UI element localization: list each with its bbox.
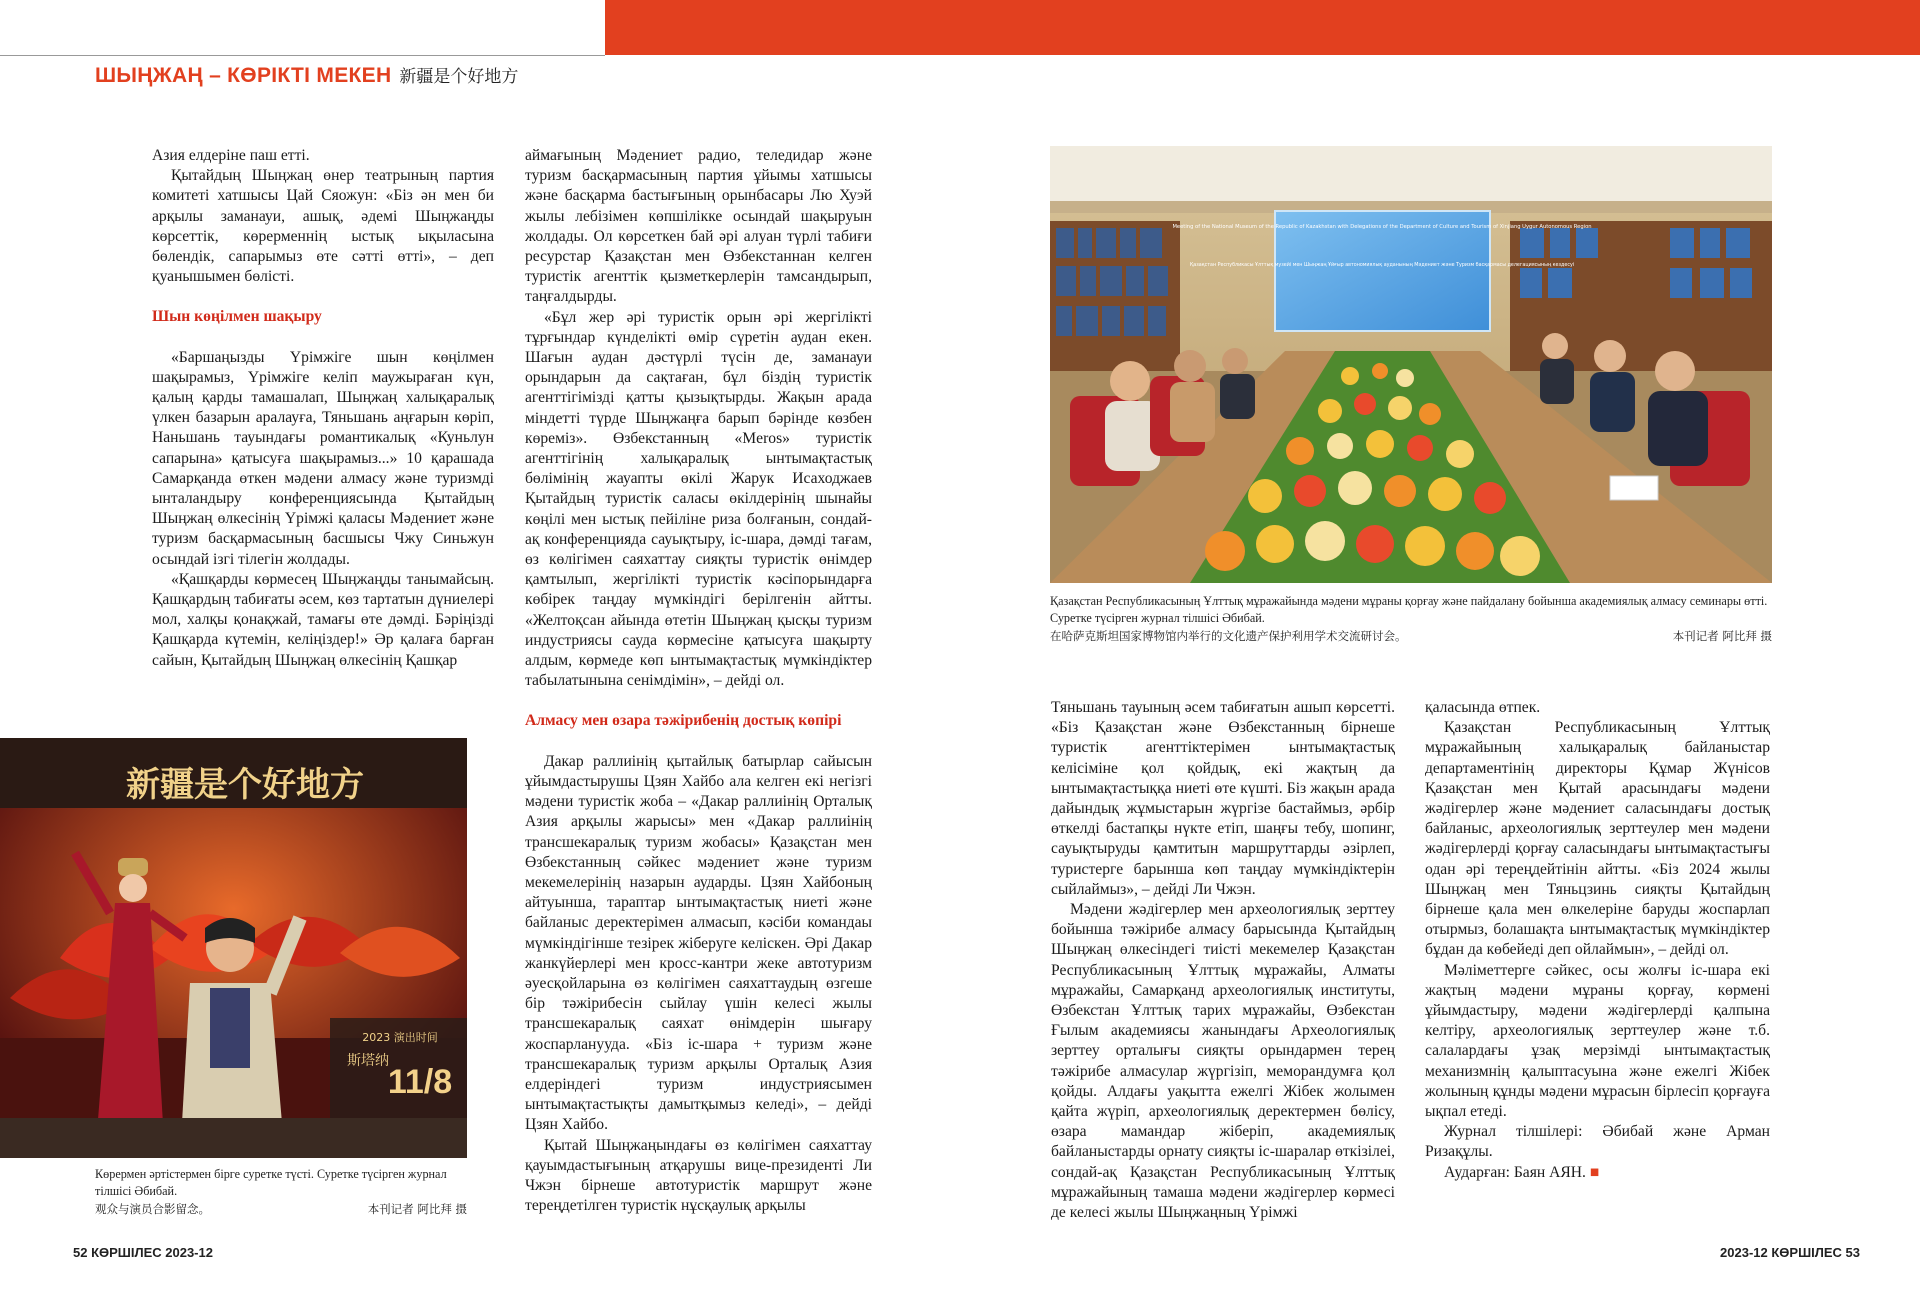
text-column-2 [525,146,872,1216]
stage-photo-caption [95,1166,467,1218]
paragraph: Азия елдеріне паш етті. [152,147,310,164]
paragraph: «Қашқарды көрмесең Шыңжаңды танымайсың. Қашқардың табиғаты әсем, көз тартатын дүниелері мол, халқы қонақжай, тамағы өте дәмді. Бәріңізді Қашқарда күтемін, келіңіздер!» Әр қалаға барған сайын, Қытайдың Шыңжаң өлкесінің Қашқар [152,570,494,669]
caption-cn: 在哈萨克斯坦国家博物馆内举行的文化遗产保护利用学术交流研讨会。 [1050,629,1407,643]
top-red-bar [605,0,1920,55]
paragraph: Мәліметтерге сәйкес, осы жолғы іс-шара екі жақтың мәдени мұраны қорғау, көрмені ұйымдастыру, мәдени жәдігерлерді қалпына келтіру, археологиялық зерттеулер және т.б. салалардағы ұзақ мерзімді ынтымақтастық механизмнің қалыптасуына және ежелгі Жібек жолының құнды мәдени мұрасын бірлесіп қорғауға ықпал етеді. [1425,961,1770,1121]
paragraph: Журнал тілшілері: Әбибай және Арман Ризақұлы. [1425,1123,1770,1161]
paragraph: Қытайдың Шыңжаң өнер театрының партия комитеті хатшысы Цай Сяожун: «Біз ән мен би арқылы заманауи, ашық, әдемі Шыңжаңды көрсеттік, көрерменнің ыстық ықыласына бөлендік, сапарымыз өте сәтті өтті», – деп қуанышымен бөлісті. [152,167,494,286]
folio-left: 52 КӨРШІЛЕС 2023-12 [73,1245,213,1260]
paragraph: Мәдени жәдігерлер мен археологиялық зерттеу бойынша тәжірибе алмасу барысында Қытайдың Шыңжаң өлкесіндегі тиісті мекемелер Қазақстан Республикасының Ұлттық мұражайы, Алматы мұражайы, Самарқанд археологиялық институты, Өзбекстан Ұлттық тарих мұражайы, Өзбекстан Ғылым академиясы жанындағы Археологиялық зерттеу орталығы сияқты орындармен терең тәжірибе алмасулар жүргізіп, меморандумға қол қойды. Алдағы уақытта ежелгі Жібек жолымен қайта жүріп, археологиялық деректермен бөлісу, өзара мамандар жіберіп, академиялық байланыстарды орнату сияқты іс-шаралар өткізілеі, сондай-ақ Қазақстан Республикасының Ұлттық мұражайының тамаша мәдени жәдігерлер көрмесі де келесі жылы Шыңжаңның Үрімжі [1051,901,1396,1222]
translator-line: Аударған: Баян АЯН. [1444,1163,1586,1181]
screen-text-2: Қазақстан Республикасы Ұлттық музейі мен Шыңжаң Ұйғыр автономиялық ауданының Мәдениет және Туризм басқармасы делегациясының кездесуі [1189,263,1575,268]
paragraph: қаласында өтпек. [1425,699,1541,716]
paragraph: «Бұл жер әрі туристік орын әрі жергілікті тұрғындар күнделікті өмір сүретін аудан екен. Шағын аудан дәстүрлі түсін де, заманауи орындарын да сақтаған, бұл біздің туристік агенттігімізді қатты қызықтырды. Жақын арада міндетті түрде Шыңжаңға барып бәрінде көзбен көреміз». Өзбекстанның «Meros» туристік агенттігінің халықаралық ынтымақтастық бөлімінің жауапты өкілі Жарук Исаходжаев Қытайдың туристік саласы өкілдерінің шынайы көңілі мен ыстық пейіліне риза болғанын, сондай-ақ конференцияда сауықтыру, іс-шара, дәмді тағам, өз көлігімен саяхаттау сияқты туристік өнімдер қамтылып, жергілікті туристік кәсіпорындарға көбірек таңдау мүмкіндігі берілгенін айтты. «Желтоқсан айында өтетін Шыңжаң қысқы туризм индустриясы сауда көрмесіне қатысуға шақырту алдым, көрмеде көп ынтымақтастық мүмкіндіктер табылатынына сенімдімін», – дейді ол. [525,308,872,690]
paragraph: «Баршаңызды Үрімжіге шын көңілмен шақырамыз, Үрімжіге келіп маужыраған күн, қалың қарды тамашалап, Шыңжаң халықаралық үлкен базарын аралауға, Тяньшань аңғарын көріп, Наньшань тауындағы романтикалық «Куньлун сапарына» қатысуға шақырамыз...» 10 қарашада Самарқанда өткен мәдени алмасу және туризмді ынталандыру конференциясында Қытайдың Шыңжаң өлкесінің Үрімжі қаласы Мәдениет және туризм басқармасының басшысы Чжу Синьжун осындай ізгі тілегін жолдады. [152,348,494,568]
paragraph [1425,1163,1770,1183]
paragraph: Дакар раллиінің қытайлық батырлар сайысын ұйымдастырушы Цзян Хайбо ала келген екі негізгі мәдени туристік жоба – «Дакар раллиінің Орталық Азия арқылы жарысы» мен «Дакар раллиінің трансшекаралық туризм жобасы» Қазақстан мен Өзбекстанның сәйкес мәдениет және туризм мекемелерінің назарын аударды. Цзян Хайбоның айтуынша, тараптар ынтымақтастық ниеті және байланыс деректерімен алмасып, кәсіби командаы мүмкіндігінше тезірек жіберуге келіскен. Әрі Дакар жанкүйерлері мен кросс-кантри жеке автотуризм әуесқойларына өз көлігімен саяхаттаудың өзгеше бір тәжірибесін сыйлау үшін келесі жылы трансшекаралық саяхат өнімдерін шығару жоспарланууда. «Біз іс-шара + туризм және трансшекаралық туризм арқылы Орталық Азия елдеріндегі туризм индустриясымен ынтымақтастықты дамытқымыз келеді», – дейді Цзян Хайбо. [525,752,872,1134]
section-title-cn: 新疆是个好地方 [399,67,519,87]
meeting-photo-caption [1050,593,1772,645]
section-header [95,62,518,88]
text-column-3 [1051,698,1395,1223]
screen-text-1: Meeting of the National Museum of the Republic of Kazakhstan with Delegations of the Department of Culture and Tourism of Xinjiang Uygur Autonomous Region [1172,224,1592,230]
paragraph: Тяньшань тауының әсем табиғатын ашып көрсетті. «Біз Қазақстан және Өзбекстанның бірнеше туристік агенттіктерімен ынтымақтастық келісіміне қол қойдық, екі жақтың да ынтымақтастыққа ниеті өте күшті. Біз жақын арада дайындық жұмыстарын жүргізе бастаймыз, әрбір өткелді бастапқы нүкте етіп, шаңғы тебу, шопинг, сауықтыруды қамтитын маршруттарды әзірлеп, туристерге барынша көп таңдау мүмкіндіктерін сыйлаймыз», – дейді Ли Чжэн. [1051,699,1395,898]
poster-date: 11/8 [387,1063,453,1101]
paragraph: Қазақстан Республикасының Ұлттық мұражайының халықаралық байланыстар департаментінің директоры Құмар Жүнісов Қазақстан мен Қытай арасындағы мәдени жәдігерлер және мәдениет саласындағы достық байланыс, археологиялық зерттеулер мен мәдени жәдігерлерді қорғау саласындағы ынтымақтастығы одан әрі тереңдейтінін айтты. «Біз 2024 жылы Шыңжаң мен Тяньцзинь сияқты Қытайдың бірнеше қала мен өлкелеріне баруды жоспарлап отырмыз, болашақта ынтымақтастық мүмкіндіктер бұдан да көбейеді деп ойлаймын», – дейді ол. [1425,719,1770,959]
text-column-1 [152,146,494,671]
meeting-photo [1050,146,1772,583]
folio-right: 2023-12 КӨРШІЛЕС 53 [1720,1245,1860,1260]
poster-title: 新疆是个好地方 [126,765,364,805]
subheading: Алмасу мен өзара тәжірибенің достық көпірі [525,712,842,730]
poster-city: 斯塔纳 [347,1053,389,1069]
subheading: Шын көңілмен шақыру [152,308,322,326]
poster-year: 2023 演出时间 [362,1031,438,1044]
caption-cn: 观众与演员合影留念。 [95,1202,210,1216]
photo-credit: 本刊记者 阿比拜 摄 [1672,629,1772,643]
stage-photo [0,738,467,1158]
end-mark: ■ [1589,1163,1600,1181]
photo-credit: 本刊记者 阿比拜 摄 [367,1202,467,1216]
caption-kz: Қазақстан Республикасының Ұлттық мұражайында мәдени мұраны қорғау және пайдалану бойынша академиялық алмасу семинары өтті. Суретке түсірген журнал тілшісі Әбибай. [1050,594,1768,625]
section-title-kz: ШЫҢЖАҢ – КӨРІКТІ МЕКЕН [95,64,392,87]
caption-kz: Көрермен әртістермен бірге суретке түсті. Суретке түсірген журнал тілшісі Әбибай. [95,1167,447,1198]
paragraph: Қытай Шыңжаңындағы өз көлігімен саяхаттау қауымдастығының атқарушы вице-президенті Ли Чжэн бірнеше автотуристік маршрут және тереңдетілген туристік нұсқаулық арқылы [525,1136,872,1215]
top-rule [0,55,605,56]
paragraph: аймағының Мәдениет радио, теледидар және туризм басқармасының партия ұйымы хатшысы және басқарма бастығының орынбасары Лю Хуэй жылы лебізімен көпшілікке осындай шақыруын жолдады. Ол көрсеткен бай әрі алуан түрлі табиғи ресурстар Қазақстан мен Өзбекстаннан келген туристік агенттік қызметкерлерін тамсандырып, таңғалдырды. [525,147,872,306]
text-column-4 [1425,698,1770,1183]
